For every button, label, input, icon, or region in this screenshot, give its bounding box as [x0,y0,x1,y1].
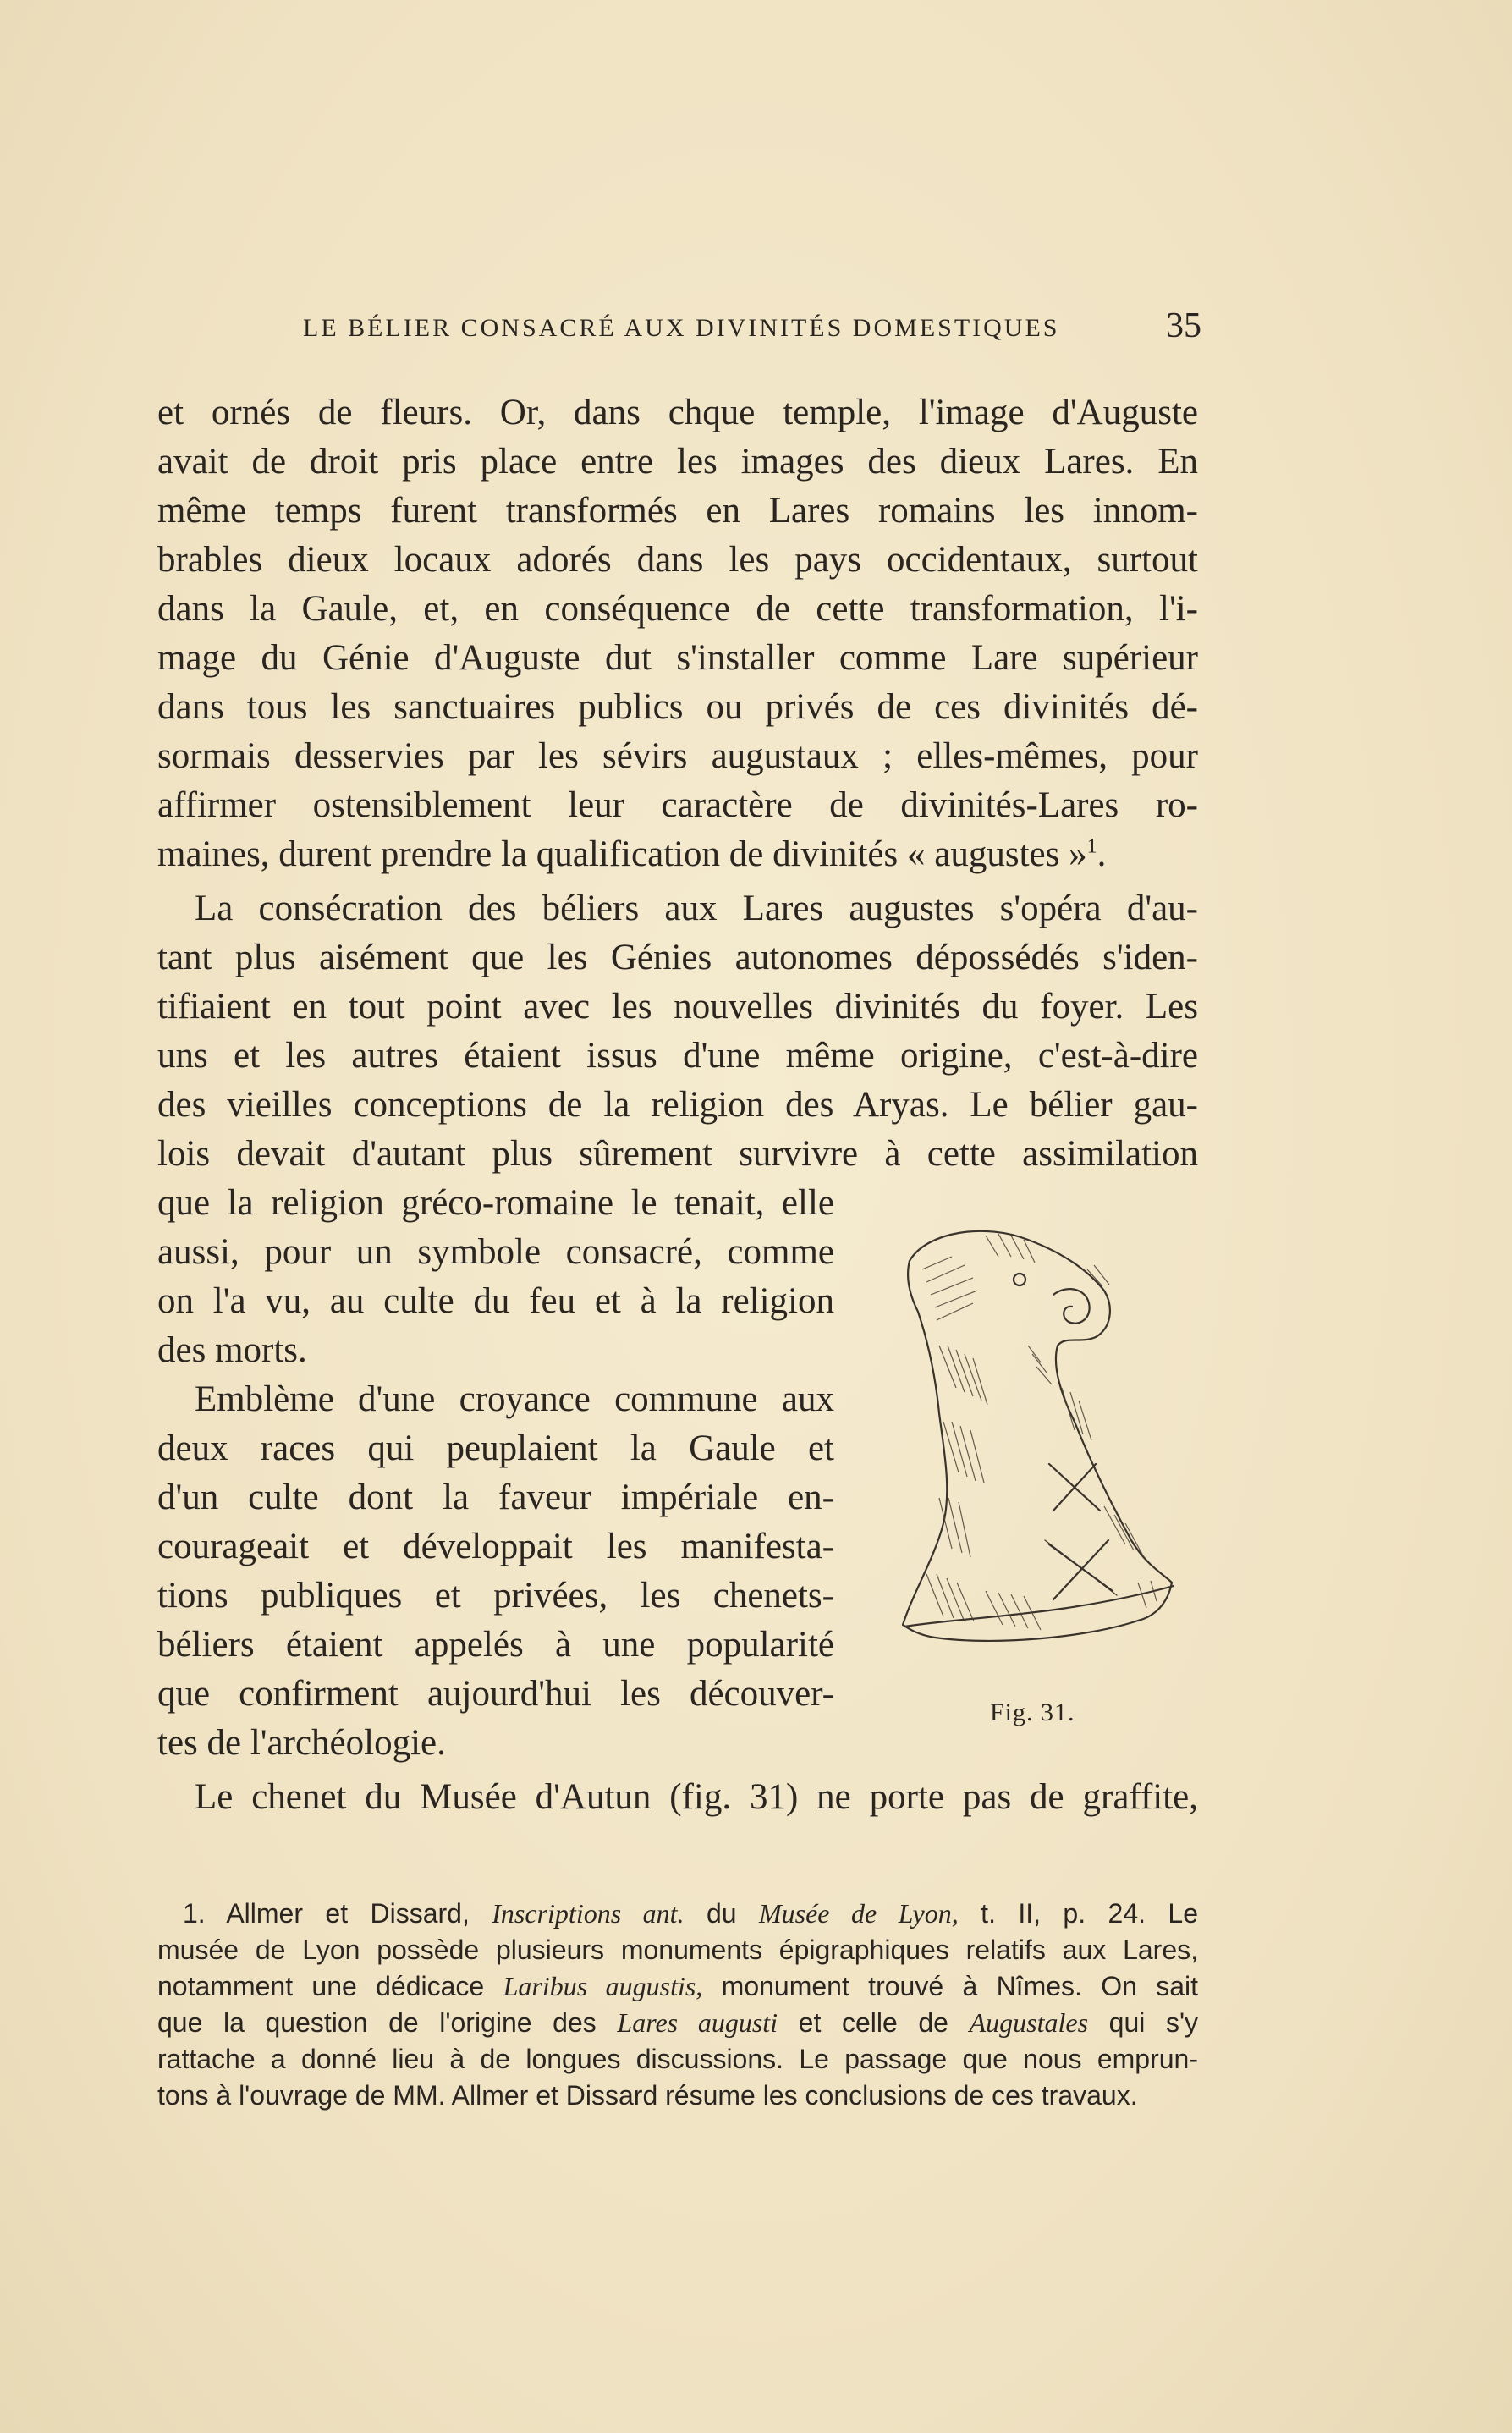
text-fragment: qui s'y [1108,2007,1198,2038]
italic-fragment: Laribus augustis, [503,1971,703,2001]
text-line: tifiaient en tout point avec les nouvelles divinités du foyer. Les [157,987,1198,1027]
italic-fragment: Musée de Lyon, [758,1898,959,1929]
italic-fragment: Inscriptions ant. [492,1898,685,1929]
footnote-number: 1. [183,1898,206,1929]
text-fragment: Allmer et Dissard, [226,1898,470,1929]
text-fragment: . [1097,834,1107,874]
ram-andiron-engraving-icon [893,1219,1197,1693]
footnote-reference: 1 [1086,835,1097,858]
running-head [296,306,1201,351]
text-line: Le chenet du Musée d'Autun (fig. 31) ne porte pas de graffite, [195,1777,1198,1817]
text-line: dans tous les sanctuaires publics ou privés de ces divinités dé- [157,687,1198,727]
paragraph-2 [157,884,1198,1179]
footnote [157,1896,1198,2114]
text-line: des morts. [157,1330,307,1370]
footnote-line [157,2005,1198,2041]
text-line: affirmer ostensiblement leur caractère de divinités-Lares ro- [157,785,1198,825]
text-line: dans la Gaule, et, en conséquence de cette transformation, l'i- [157,589,1198,629]
text-line: tant plus aisément que les Génies autonomes dépossédés s'iden- [157,938,1198,977]
italic-fragment: Lares augusti [617,2007,778,2038]
paragraph-2-narrow [157,1179,834,1375]
text-fragment: notamment une dédicace [157,1971,485,2001]
text-line: même temps furent transformés en Lares romains les innom- [157,491,1198,531]
text-line: d'un culte dont la faveur impériale en- [157,1478,834,1517]
text-fragment: que la question de l'origine des [157,2007,597,2038]
text-line-with-footnote-ref [157,830,1198,879]
text-line: béliers étaient appelés à une popularité [157,1625,834,1665]
text-line: mage du Génie d'Auguste dut s'installer comme Lare supérieur [157,638,1198,678]
footnote-line [157,1968,1198,2005]
text-fragment: monument trouvé à Nîmes. On sait [721,1971,1198,2001]
paragraph-4 [157,1773,1198,1822]
running-title: LE BÉLIER CONSACRÉ AUX DIVINITÉS DOMESTIQUES [303,314,1060,342]
page-number: 35 [1166,306,1201,345]
text-line: avait de droit pris place entre les images des dieux Lares. En [157,442,1198,482]
footnote-line [157,1896,1198,1932]
text-fragment: du [706,1898,737,1929]
text-line: tes de l'archéologie. [157,1723,446,1763]
text-fragment: t. II, p. 24. Le [981,1898,1198,1929]
text-line: La consécration des béliers aux Lares augustes s'opéra d'au- [195,889,1198,928]
paragraph-3 [157,1375,834,1768]
text-line: Emblème d'une croyance commune aux [195,1379,834,1419]
figure-caption: Fig. 31. [990,1698,1075,1726]
italic-fragment: Augustales [969,2007,1089,2038]
footnote-line: rattache a donné lieu à de longues discussions. Le passage que nous emprun- [157,2044,1198,2074]
text-line: que confirment aujourd'hui les découver- [157,1674,834,1714]
text-fragment: et celle de [798,2007,948,2038]
text-line: courageait et développait les manifesta- [157,1527,834,1566]
footnote-line: tons à l'ouvrage de MM. Allmer et Dissard résume les conclusions de ces travaux. [157,2080,1138,2111]
text-line: on l'a vu, au culte du feu et à la religion [157,1281,834,1321]
text-line: sormais desservies par les sévirs augustaux ; elles-mêmes, pour [157,736,1198,776]
paragraph-1 [157,388,1198,879]
text-line: que la religion gréco-romaine le tenait, elle [157,1183,834,1223]
text-fragment: maines, durent prendre la qualification de divinités « augustes » [157,834,1087,874]
text-line: aussi, pour un symbole consacré, comme [157,1232,834,1272]
text-line: tions publiques et privées, les chenets- [157,1576,834,1616]
text-line: brables dieux locaux adorés dans les pays occidentaux, surtout [157,540,1198,580]
text-line: des vieilles conceptions de la religion des Aryas. Le bélier gau- [157,1085,1198,1125]
text-line: et ornés de fleurs. Or, dans chque temple, l'image d'Auguste [157,393,1198,432]
text-line: deux races qui peuplaient la Gaule et [157,1428,834,1468]
text-line: lois devait d'autant plus sûrement survivre à cette assimilation [157,1134,1198,1174]
text-line: uns et les autres étaient issus d'une même origine, c'est-à-dire [157,1036,1198,1076]
footnote-line: musée de Lyon possède plusieurs monuments épigraphiques relatifs aux Lares, [157,1935,1198,1965]
